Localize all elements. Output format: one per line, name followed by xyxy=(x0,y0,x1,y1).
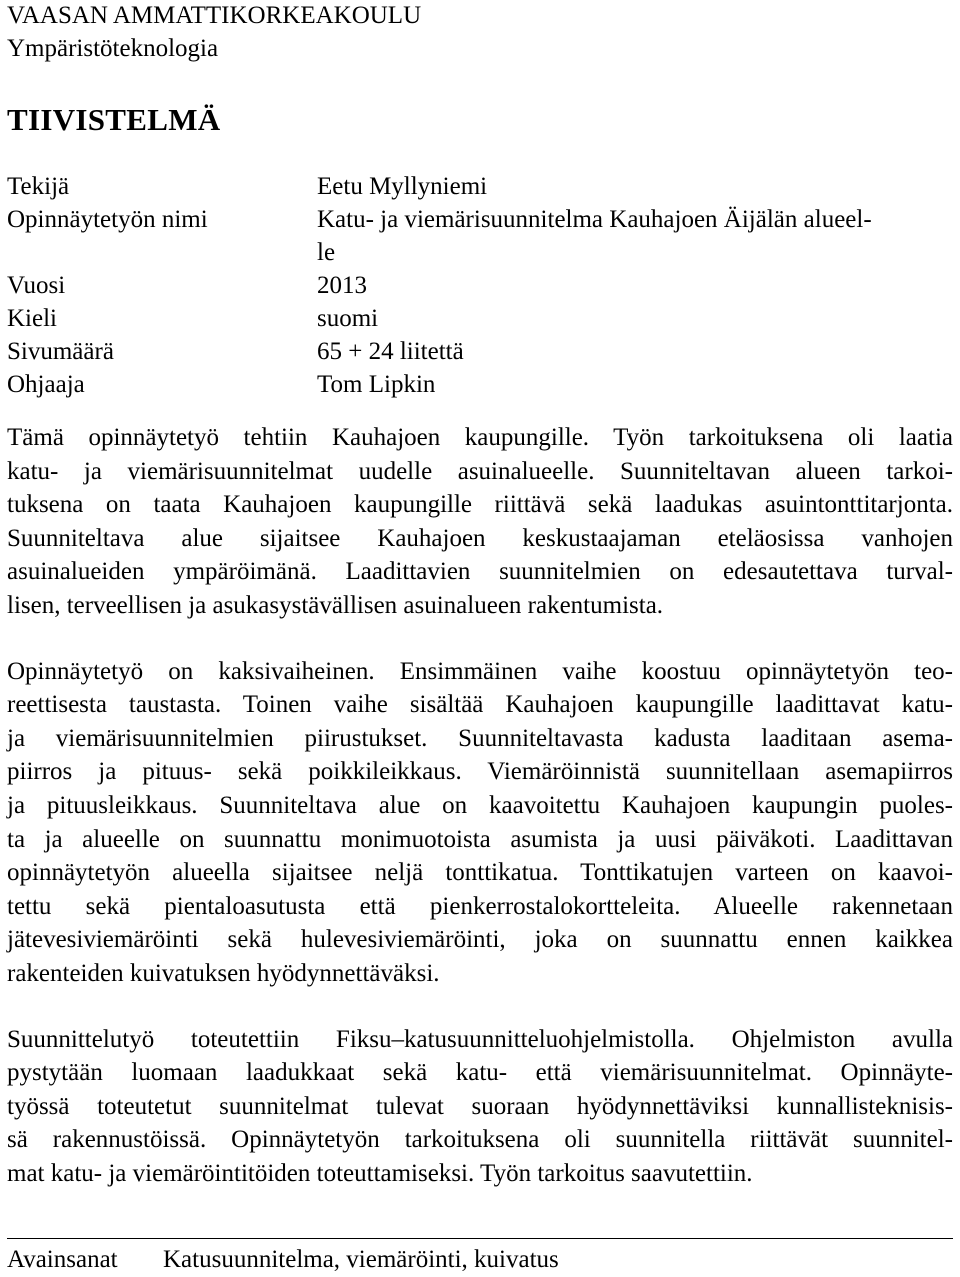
text-line: tuksena on taata Kauhajoen kaupungille riittävä sekä laadukas asuintonttitarjonta. xyxy=(7,491,953,519)
text-line: ja viemärisuunnitelmien piirustukset. Suunniteltavasta kadusta laaditaan asema- xyxy=(7,724,953,752)
text-line: ja pituusleikkaus. Suunniteltava alue on kaavoitettu Kauhajoen kaupungin puoles- xyxy=(7,791,953,819)
text-line: lisen, terveellisen ja asukasystävällisen asuinalueen rakentumista. xyxy=(7,591,664,619)
text-line: mat katu- ja viemäröintitöiden toteuttamiseksi. Työn tarkoitus saavutettiin. xyxy=(7,1159,753,1187)
text-line: reettisesta taustasta. Toinen vaihe sisältää Kauhajoen kaupungille laadittavat katu- xyxy=(7,691,953,719)
meta-row-pages xyxy=(7,335,953,368)
keywords-value: Katusuunnitelma, viemäröinti, kuivatus xyxy=(163,1246,559,1273)
text-line: pystytään luomaan laadukkaat sekä katu- että viemärisuunnitelmat. Opinnäyte- xyxy=(7,1059,953,1087)
abstract-paragraph xyxy=(7,1023,953,1191)
meta-value xyxy=(317,203,953,269)
meta-value xyxy=(317,335,953,368)
text-line: Suunniteltava alue sijaitsee Kauhajoen keskustaajaman eteläosissa vanhojen xyxy=(7,524,953,552)
thesis-metadata xyxy=(7,170,953,401)
meta-value-line: Tom Lipkin xyxy=(317,371,436,398)
meta-value-line: 2013 xyxy=(317,272,367,299)
text-line: katu- ja viemärisuunnitelmat uudelle asuinalueelle. Suunniteltavan alueen tarkoi- xyxy=(7,457,953,485)
meta-row-language xyxy=(7,302,953,335)
abstract-body xyxy=(7,421,953,1190)
meta-value-line: Eetu Myllyniemi xyxy=(317,173,488,200)
keywords-label: Avainsanat xyxy=(7,1246,118,1273)
meta-row-year xyxy=(7,269,953,302)
text-line: sä rakennustöissä. Opinnäytetyön tarkoituksena oli suunnitella riittävät suunnitel- xyxy=(7,1126,953,1154)
abstract-page xyxy=(7,0,953,1273)
meta-value xyxy=(317,170,953,203)
text-line: jätevesiviemäröinti sekä hulevesiviemäröinti, joka on suunnattu ennen kaikkea xyxy=(7,926,953,954)
text-line: Suunnittelutyö toteutettiin Fiksu–katusuunnitteluohjelmistolla. Ohjelmiston avulla xyxy=(7,1025,953,1053)
meta-label: Opinnäytetyön nimi xyxy=(7,206,208,233)
text-line: Tämä opinnäytetyö tehtiin Kauhajoen kaupungille. Työn tarkoituksena oli laatia xyxy=(7,424,953,451)
page-title: TIIVISTELMÄ xyxy=(7,102,221,137)
keywords-row xyxy=(7,1238,953,1276)
meta-value-line: Katu- ja viemärisuunnitelma Kauhajoen Äijälän alueel- xyxy=(317,206,872,233)
abstract-paragraph xyxy=(7,421,953,623)
abstract-paragraph xyxy=(7,655,953,991)
meta-value xyxy=(317,269,953,302)
text-line: asuinalueiden ympäröimänä. Laadittavien suunnitelmien on edesautettava turval- xyxy=(7,558,953,586)
text-line: Opinnäytetyö on kaksivaiheinen. Ensimmäinen vaihe koostuu opinnäytetyön teo- xyxy=(7,657,953,685)
institution-name: VAASAN AMMATTIKORKEAKOULU xyxy=(7,2,422,29)
meta-row-title xyxy=(7,203,953,269)
text-line: opinnäytetyön alueella sijaitsee neljä tonttikatua. Tonttikatujen varteen on kaavoi- xyxy=(7,859,953,887)
meta-label: Kieli xyxy=(7,305,57,332)
meta-label: Tekijä xyxy=(7,173,70,200)
meta-label: Ohjaaja xyxy=(7,371,85,398)
degree-programme: Ympäristöteknologia xyxy=(7,35,219,62)
text-line: piirros ja pituus- sekä poikkileikkaus. Viemäröinnistä suunnitellaan asemapiirros xyxy=(7,758,953,786)
meta-label: Vuosi xyxy=(7,272,66,299)
text-line: tettu sekä pientaloasutusta että pienkerrostalokortteleita. Alueelle rakennetaan xyxy=(7,892,953,920)
text-line: ta ja alueelle on suunnattu monimuotoista asumista ja uusi päiväkoti. Laadittavan xyxy=(7,825,953,853)
text-line: rakenteiden kuivatuksen hyödynnettäväksi. xyxy=(7,959,440,987)
meta-value xyxy=(317,368,953,401)
meta-value xyxy=(317,302,953,335)
meta-label: Sivumäärä xyxy=(7,338,114,365)
meta-value-line: le xyxy=(317,239,336,266)
meta-value-line: suomi xyxy=(317,305,379,332)
meta-row-author xyxy=(7,170,953,203)
meta-row-supervisor xyxy=(7,368,953,401)
text-line: työssä toteutetut suunnitelmat tulevat suoraan hyödynnettäviksi kunnallisteknisis- xyxy=(7,1092,953,1120)
meta-value-line: 65 + 24 liitettä xyxy=(317,338,464,365)
